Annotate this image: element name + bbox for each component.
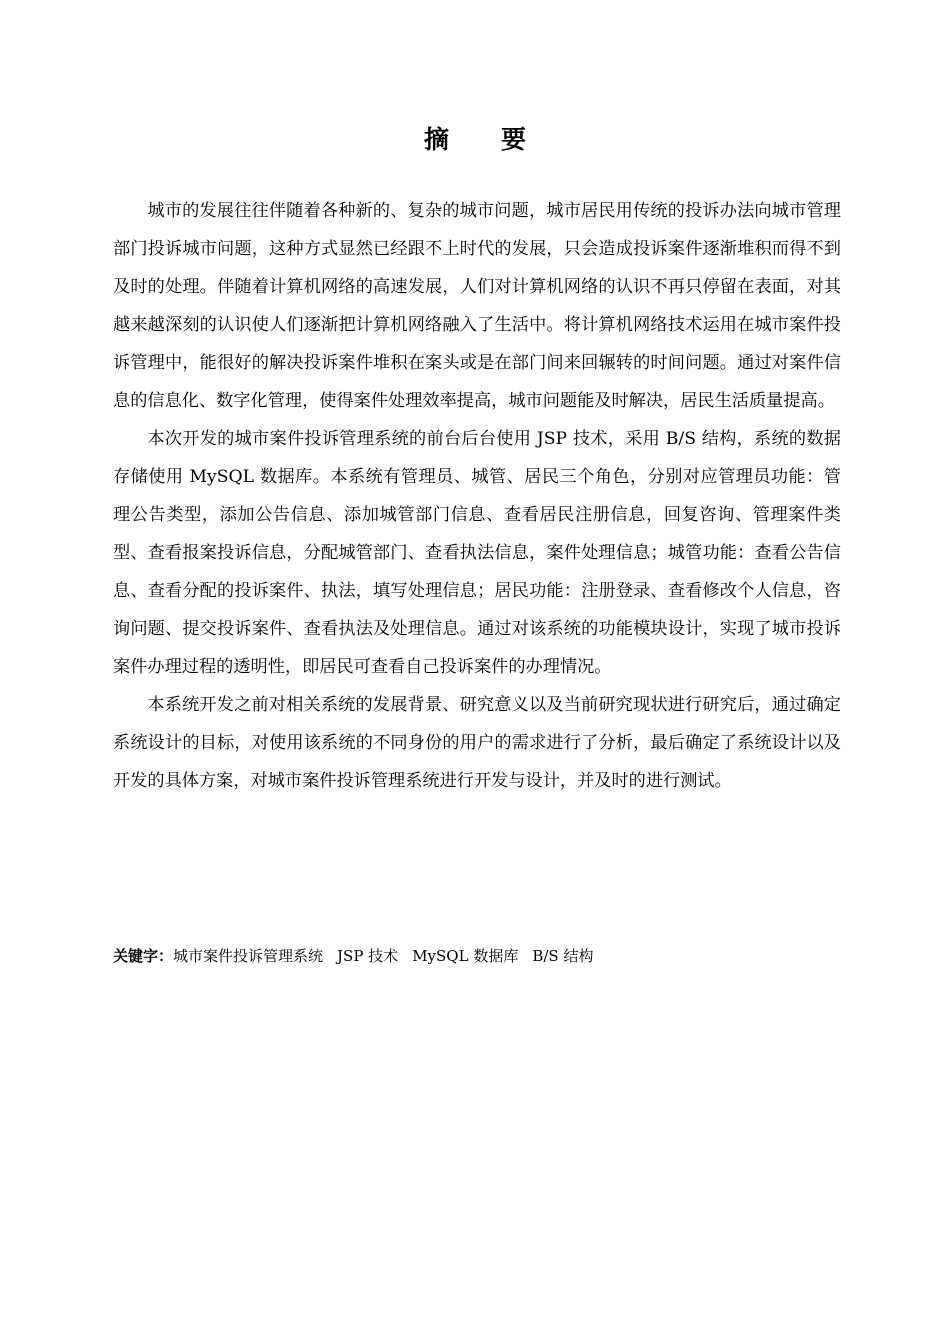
abstract-title	[0, 120, 950, 160]
abstract-paragraph-3: 本系统开发之前对相关系统的发展背景、研究意义以及当前研究现状进行研究后，通过确定系统设计的目标，对使用该系统的不同身份的用户的需求进行了分析，最后确定了系统设计以及开发的具体方案，对城市案件投诉管理系统进行开发与设计，并及时的进行测试。	[113, 695, 841, 791]
abstract-title-char-2: 要	[501, 125, 527, 154]
abstract-paragraph-1: 城市的发展往往伴随着各种新的、复杂的城市问题，城市居民用传统的投诉办法向城市管理部门投诉城市问题，这种方式显然已经跟不上时代的发展，只会造成投诉案件逐渐堆积而得不到及时的处理。伴随着计算机网络的高速发展，人们对计算机网络的认识不再只停留在表面，对其越来越深刻的认识使人们逐渐把计算机网络融入了生活中。将计算机网络技术运用在城市案件投诉管理中，能很好的解决投诉案件堆积在案头或是在部门间来回辗转的时间问题。通过对案件信息的信息化、数字化管理，使得案件处理效率提高，城市问题能及时解决，居民生活质量提高。	[113, 201, 841, 411]
abstract-title-char-1: 摘	[423, 125, 449, 154]
abstract-paragraph-2: 本次开发的城市案件投诉管理系统的前台后台使用 JSP 技术，采用 B/S 结构，系统的数据存储使用 MySQL 数据库。本系统有管理员、城管、居民三个角色，分别对应管理员功能：管理公告类型，添加公告信息、添加城管部门信息、查看居民注册信息，回复咨询、管理案件类型、查看报案投诉信息，分配城管部门、查看执法信息，案件处理信息；城管功能：查看公告信息、查看分配的投诉案件、执法，填写处理信息；居民功能：注册登录、查看修改个人信息，咨询问题、提交投诉案件、查看执法及处理信息。通过对该系统的功能模块设计，实现了城市投诉案件办理过程的透明性，即居民可查看自己投诉案件的办理情况。	[113, 429, 841, 677]
keyword-item: 城市案件投诉管理系统	[173, 947, 324, 965]
abstract-body	[113, 192, 841, 800]
keywords-line	[113, 944, 841, 968]
keyword-item: B/S 结构	[532, 947, 594, 965]
keywords-label: 关键字：	[113, 947, 174, 965]
keyword-item: MySQL 数据库	[412, 947, 519, 965]
keyword-item: JSP 技术	[337, 947, 399, 965]
